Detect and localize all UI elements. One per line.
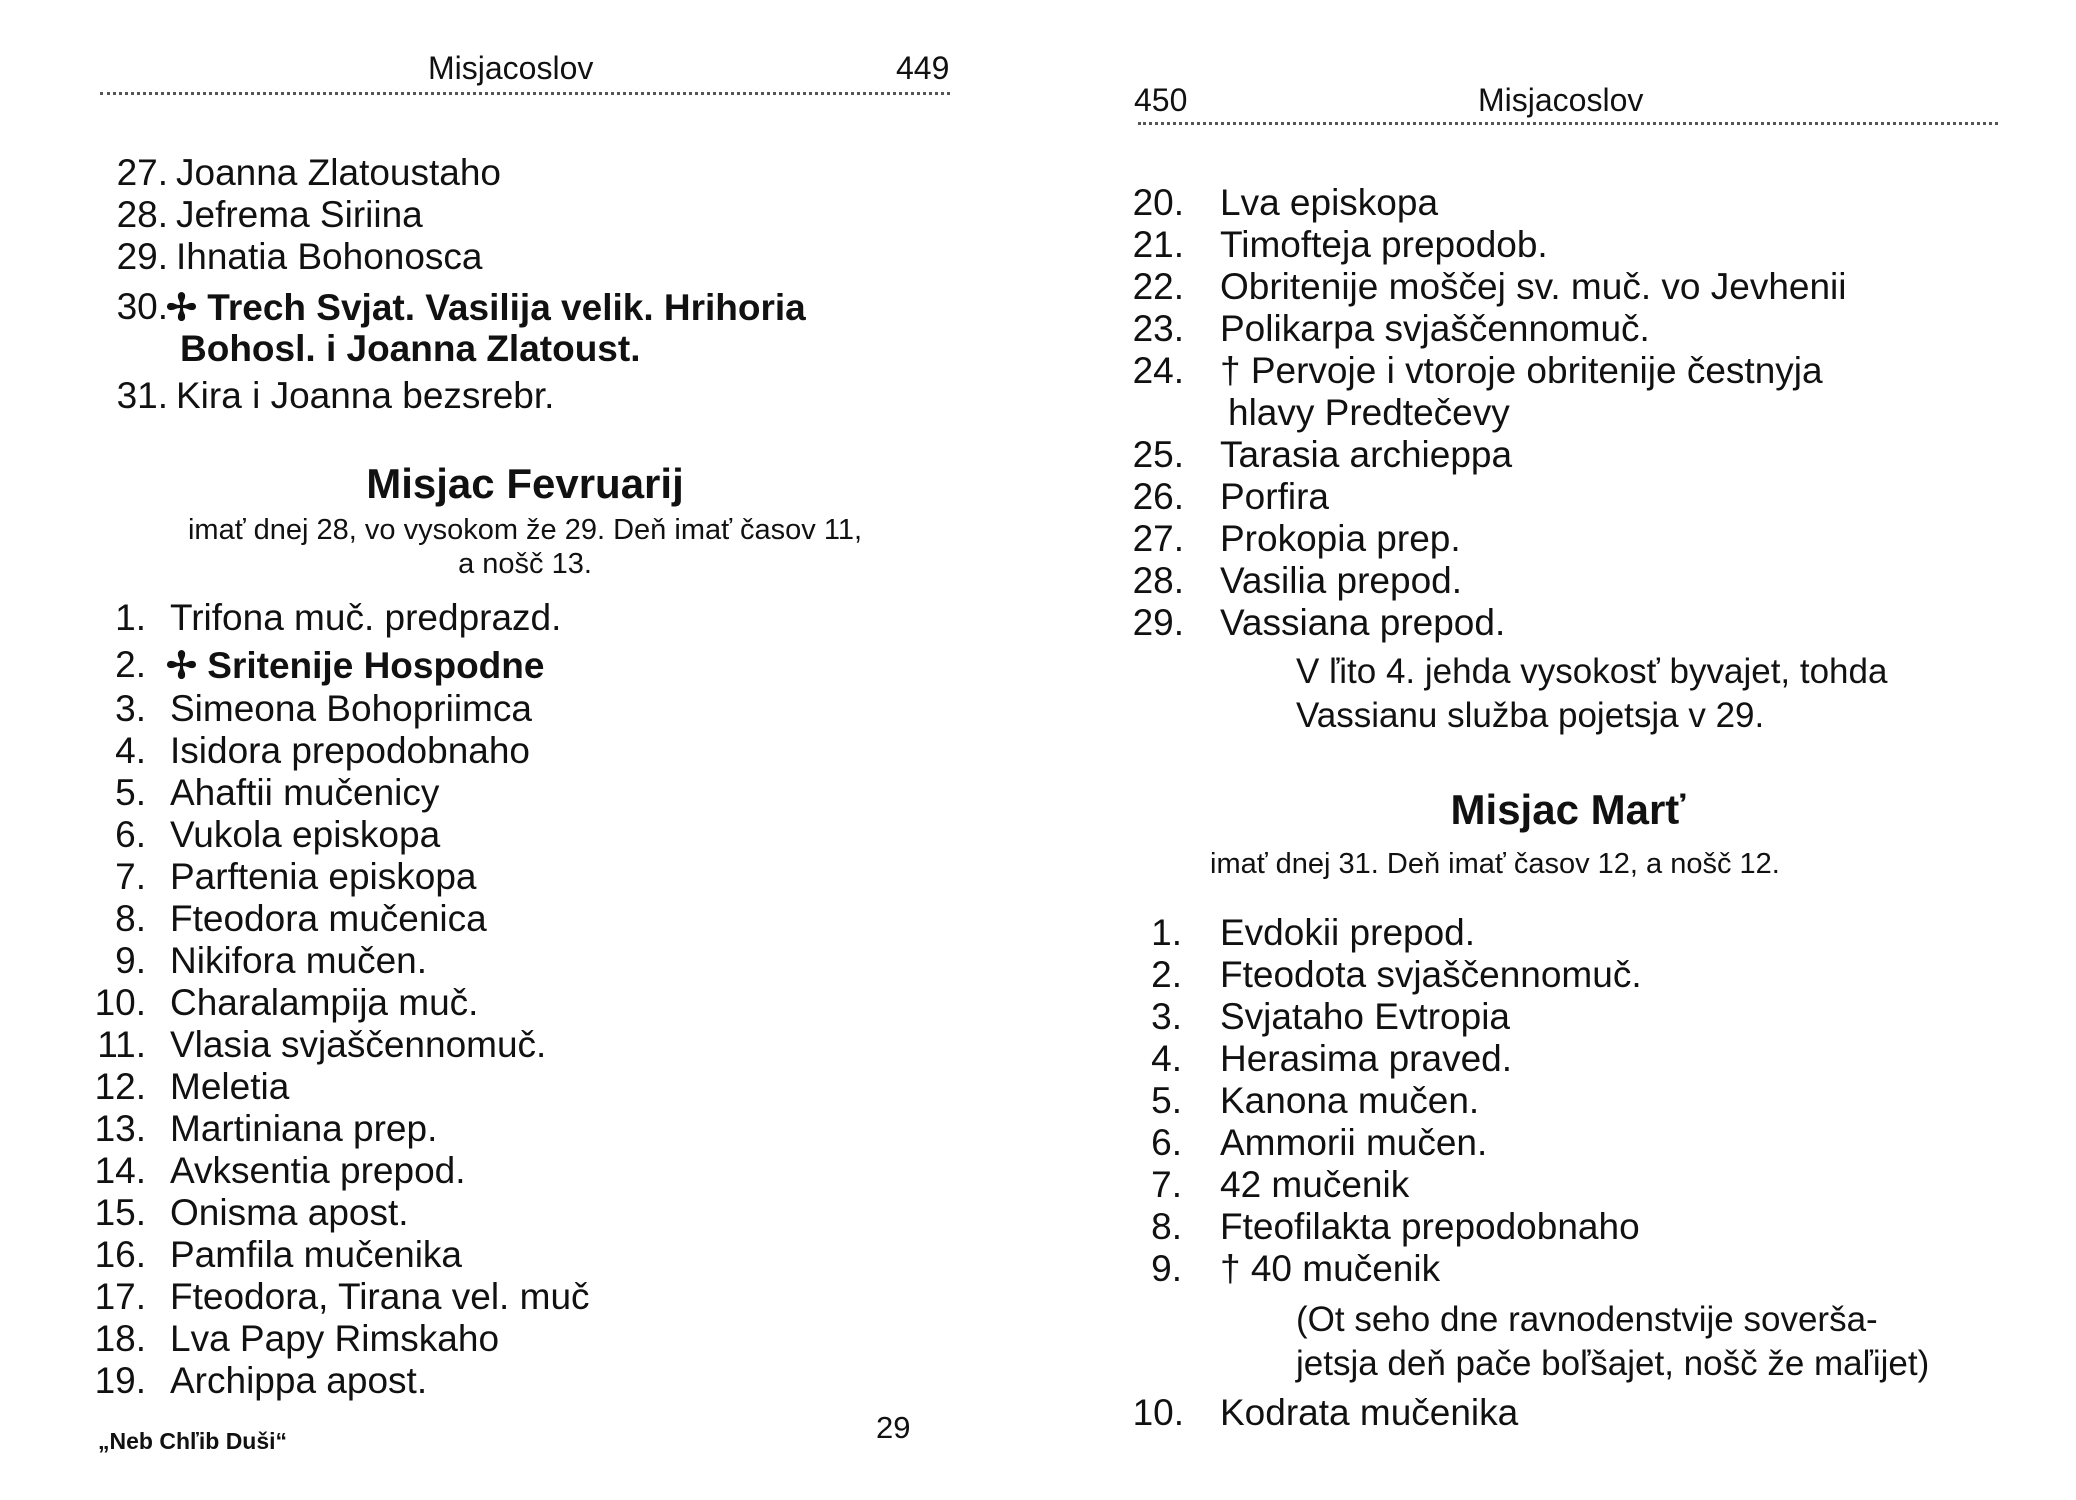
item-number: 19. [94,1360,146,1401]
item-number: 10. [94,982,146,1023]
item-number: 8. [1151,1206,1182,1247]
item-text: 42 mučenik [1220,1164,1410,1205]
item-number: 18. [94,1318,146,1359]
item-text: Fteofilakta prepodobnaho [1220,1206,1640,1247]
item-number: 28. [1132,560,1184,601]
footer-sheet-number: 29 [876,1410,911,1445]
item-text: Isidora prepodobnaho [170,730,531,771]
item-number: 24. [1132,350,1184,391]
feast-entry [1220,1248,1440,1290]
item-number: 29. [116,236,168,277]
item-number: 11. [97,1024,146,1065]
item-text: Onisma apost. [170,1192,409,1233]
item-text: Pamfila mučenika [170,1234,463,1275]
item-text: Kira i Joanna bezsrebr. [176,375,555,416]
section-title: Misjac Marť [1450,786,1686,833]
item-number: 16. [94,1234,146,1275]
item-text: Vlasia svjaščennomuč. [170,1024,547,1065]
item-text: Polikarpa svjaščennomuč. [1220,308,1650,349]
item-number: 4. [1151,1038,1182,1079]
item-text: Svjataho Evtropia [1220,996,1511,1037]
item-text: Lva episkopa [1220,182,1439,223]
item-text: Charalampija muč. [170,982,479,1023]
item-text: Vasilia prepod. [1220,560,1463,601]
item-number: 14. [94,1150,146,1191]
item-number: 8. [115,898,146,939]
item-number: 29. [1132,602,1184,643]
item-text: Obritenije moščej sv. muč. vo Jevhenii [1220,266,1847,307]
header-rule [100,92,950,95]
section-intro: imať dnej 31. Deň imať časov 12, a nošč 12. [1210,848,1780,880]
item-number: 30. [116,286,168,327]
equinox-note: (Ot seho dne ravnodenstvije soverša- [1296,1300,1878,1339]
item-number: 9. [115,940,146,981]
item-text-continuation: hlavy Predtečevy [1228,392,1510,433]
item-text: Fteodora mučenica [170,898,487,939]
item-number: 12. [94,1066,146,1107]
item-text: Herasima praved. [1220,1038,1513,1079]
item-number: 26. [1132,476,1184,517]
item-number: 25. [1132,434,1184,475]
item-text: Prokopia prep. [1220,518,1461,559]
cross-mark-icon: ✢ [166,287,198,328]
cross-mark-icon: ✢ [166,645,198,686]
item-text: Nikifora mučen. [170,940,428,981]
item-text: Jefrema Siriina [176,194,423,235]
item-text: Vukola episkopa [170,814,441,855]
item-number: 31. [116,375,168,416]
item-number: 1. [1151,912,1182,953]
item-text: Kodrata mučenika [1220,1392,1519,1433]
item-text: Trifona muč. predprazd. [170,597,562,638]
section-title: Misjac Fevruarij [366,460,684,507]
item-text: Meletia [170,1066,290,1107]
feast-entry [1220,350,1823,392]
item-text: Kanona mučen. [1220,1080,1480,1121]
feast-entry [166,644,544,687]
item-text: Archippa apost. [170,1360,428,1401]
item-text: Ihnatia Bohonosca [176,236,483,277]
item-number: 13. [94,1108,146,1149]
item-text: Simeona Bohopriimca [170,688,532,729]
item-text: 40 mučenik [1250,1248,1441,1289]
dagger-icon: † [1220,350,1241,391]
item-number: 27. [116,152,168,193]
item-number: 3. [1151,996,1182,1037]
item-number: 28. [116,194,168,235]
item-text: Martiniana prep. [170,1108,438,1149]
leap-year-note: Vassianu služba pojetsja v 29. [1296,696,1765,735]
item-number: 10. [1132,1392,1184,1433]
item-text: Pervoje i vtoroje obritenije čestnyja [1250,350,1823,391]
item-text: Avksentia prepod. [170,1150,466,1191]
item-text-continuation: Bohosl. i Joanna Zlatoust. [180,328,641,369]
running-header-title: Misjacoslov [1478,82,1644,118]
item-number: 2. [1151,954,1182,995]
item-number: 7. [115,856,146,897]
page-number: 450 [1134,82,1188,118]
item-text: Porfira [1220,476,1329,517]
item-number: 9. [1151,1248,1182,1289]
item-number: 20. [1132,182,1184,223]
header-rule [1138,122,1998,125]
section-intro: imať dnej 28, vo vysokom že 29. Deň imať časov 11, [187,514,863,546]
item-text: Trech Svjat. Vasilija velik. Hrihoria [207,287,806,328]
item-number: 15. [94,1192,146,1233]
item-number: 2. [115,644,146,685]
item-number: 5. [115,772,146,813]
feast-entry [166,286,806,329]
item-text: Lva Papy Rimskaho [170,1318,500,1359]
item-text: Vassiana prepod. [1220,602,1506,643]
equinox-note: jetsja deň pače boľšajet, nošč že maľijet) [1296,1344,1930,1383]
item-number: 7. [1151,1164,1182,1205]
item-text: Parftenia episkopa [170,856,477,897]
section-intro: a nošč 13. [458,548,592,580]
running-header-title: Misjacoslov [428,50,594,86]
item-number: 27. [1132,518,1184,559]
item-number: 21. [1132,224,1184,265]
item-number: 6. [1151,1122,1182,1163]
item-text: Tarasia archieppa [1220,434,1513,475]
item-number: 17. [94,1276,146,1317]
item-text: Ahaftii mučenicy [170,772,440,813]
item-text: Fteodota svjaščennomuč. [1220,954,1642,995]
item-number: 3. [115,688,146,729]
item-text: Joanna Zlatoustaho [176,152,502,193]
item-number: 1. [115,597,146,638]
item-text: Evdokii prepod. [1220,912,1476,953]
leap-year-note: V ľito 4. jehda vysokosť byvajet, tohda [1296,652,1888,691]
item-text: Timofteja prepodob. [1220,224,1548,265]
item-text: Fteodora, Tirana vel. muč [170,1276,590,1317]
item-text: Ammorii mučen. [1220,1122,1488,1163]
footer-book-title: „Neb Chľib Duši“ [98,1428,288,1454]
item-number: 23. [1132,308,1184,349]
item-number: 22. [1132,266,1184,307]
right-page [1038,0,2076,1500]
item-number: 5. [1151,1080,1182,1121]
item-number: 4. [115,730,146,771]
item-text: Sritenije Hospodne [207,645,545,686]
page-number: 449 [896,50,950,86]
dagger-icon: † [1220,1248,1241,1289]
item-number: 6. [115,814,146,855]
